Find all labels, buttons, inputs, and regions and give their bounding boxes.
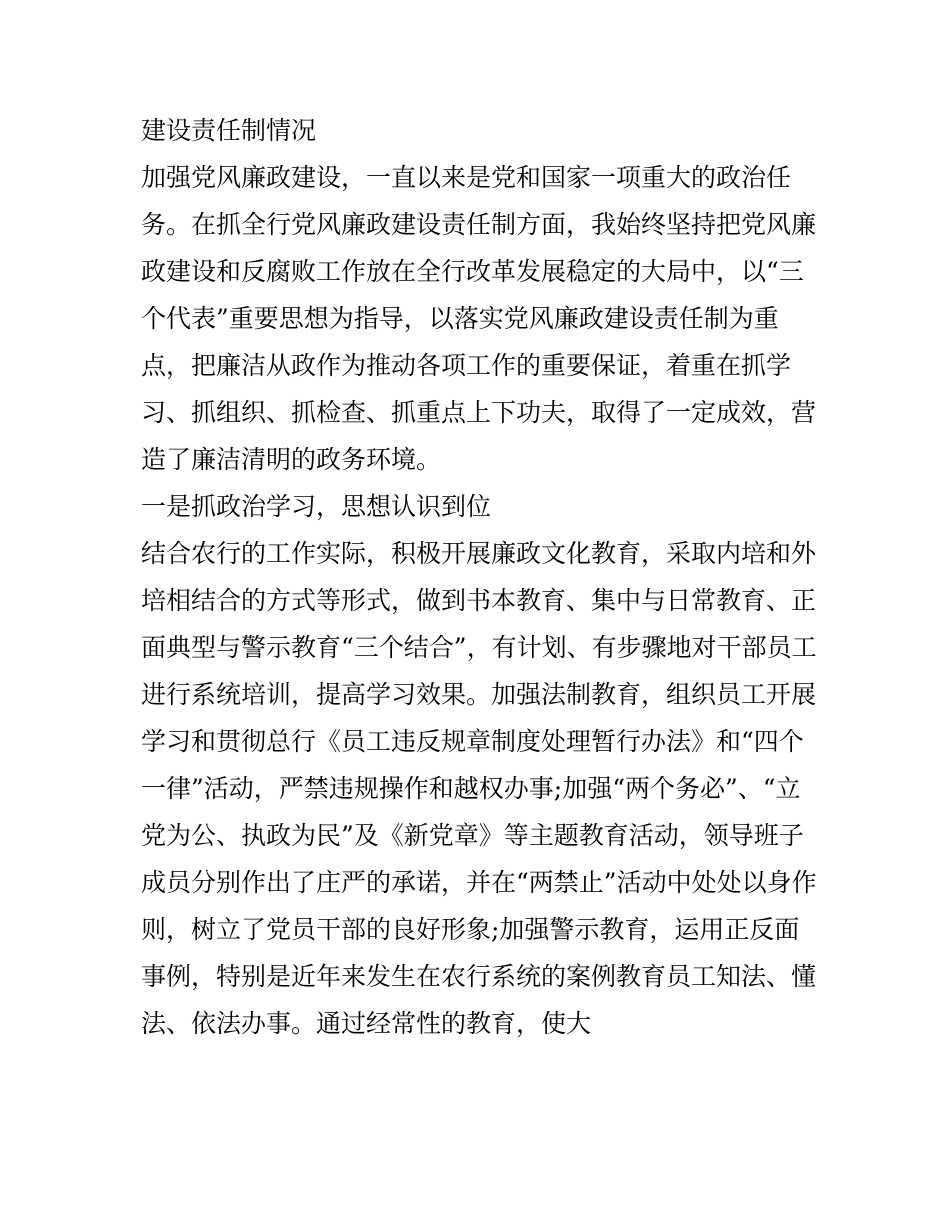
paragraph-line: 面典型与警示教育“三个结合”，有计划、有步骤地对干部员工 xyxy=(141,633,817,662)
paragraph-line: 学习和贯彻总行《员工违反规章制度处理暂行办法》和“四个 xyxy=(141,727,804,756)
paragraph-line: 党为公、执政为民”及《新党章》等主题教育活动，领导班子 xyxy=(141,821,804,850)
section-heading: 一是抓政治学习，思想认识到位 xyxy=(141,492,492,521)
paragraph-line: 加强党风廉政建设，一直以来是党和国家一项重大的政治任 xyxy=(141,163,792,192)
paragraph-line: 点，把廉洁从政作为推动各项工作的重要保证，着重在抓学 xyxy=(141,351,792,380)
paragraph-line: 进行系统培训，提高学习效果。加强法制教育，组织员工开展 xyxy=(141,680,817,709)
paragraph-line: 成员分别作出了庄严的承诺，并在“两禁止”活动中处处以身作 xyxy=(141,868,817,897)
document-body xyxy=(141,107,821,1047)
paragraph-line: 造了廉洁清明的政务环境。 xyxy=(141,445,442,474)
paragraph-line: 务。在抓全行党风廉政建设责任制方面，我始终坚持把党风廉 xyxy=(141,210,817,239)
paragraph-line: 政建设和反腐败工作放在全行改革发展稳定的大局中，以“三 xyxy=(141,257,804,286)
paragraph-line: 结合农行的工作实际，积极开展廉政文化教育，采取内培和外 xyxy=(141,539,817,568)
section-heading: 建设责任制情况 xyxy=(141,116,317,145)
paragraph-line: 法、依法办事。通过经常性的教育，使大 xyxy=(141,1009,592,1038)
paragraph-line: 则，树立了党员干部的良好形象;加强警示教育，运用正反面 xyxy=(141,915,800,944)
paragraph-line: 个代表”重要思想为指导，以落实党风廉政建设责任制为重 xyxy=(141,304,779,333)
paragraph-line: 习、抓组织、抓检查、抓重点上下功夫，取得了一定成效，营 xyxy=(141,398,817,427)
paragraph-line: 培相结合的方式等形式，做到书本教育、集中与日常教育、正 xyxy=(141,586,817,615)
paragraph-line: 事例，特别是近年来发生在农行系统的案例教育员工知法、懂 xyxy=(141,962,817,991)
paragraph-line: 一律”活动，严禁违规操作和越权办事;加强“两个务必”、“立 xyxy=(141,774,801,803)
